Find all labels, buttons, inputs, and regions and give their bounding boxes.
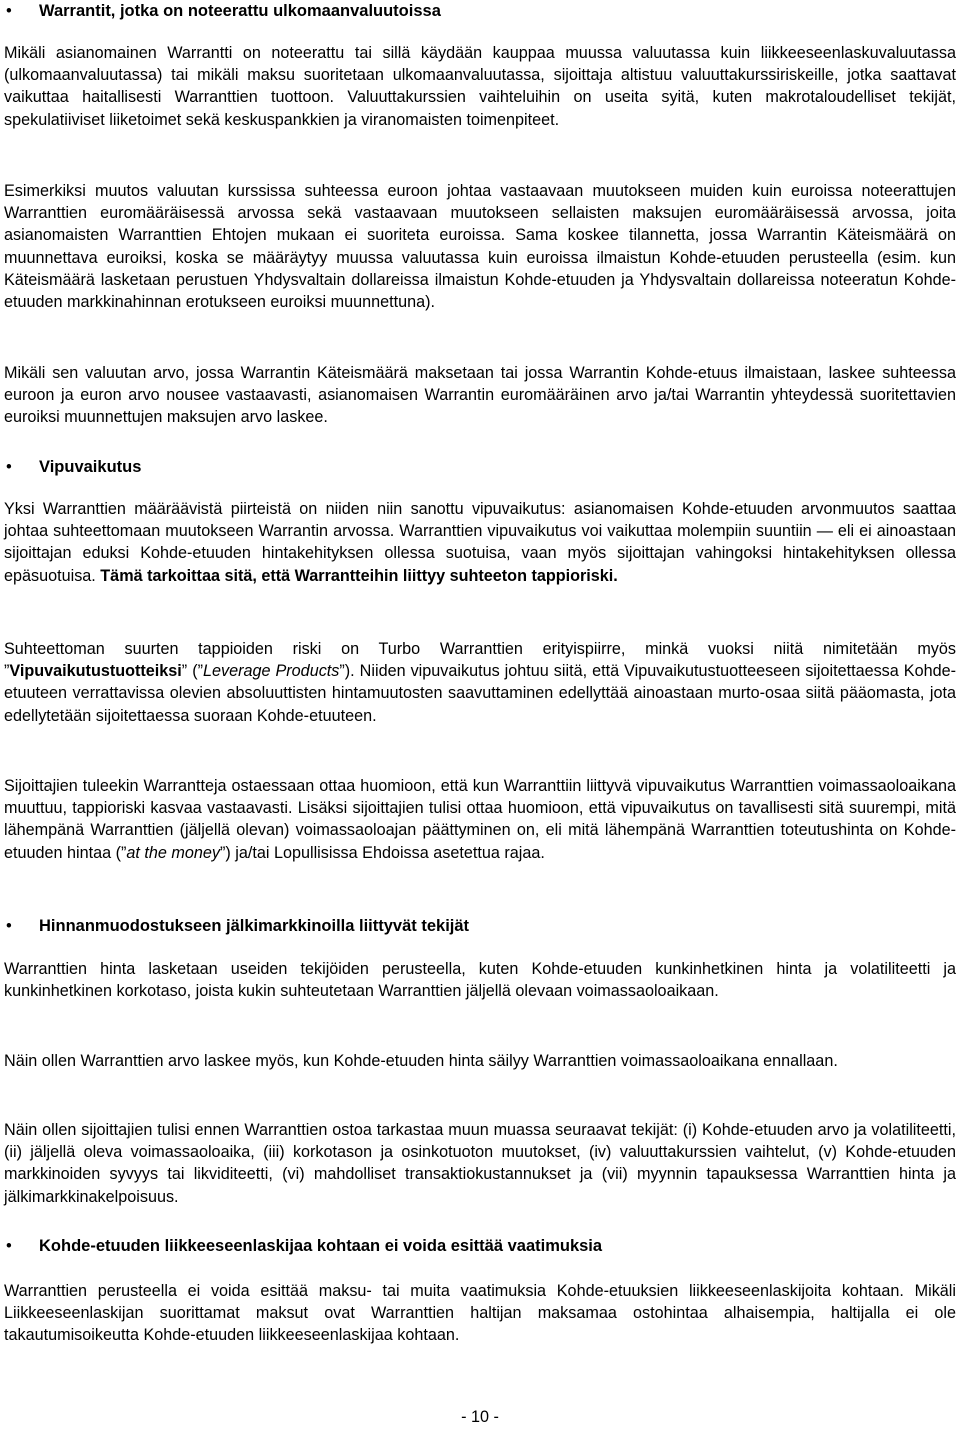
paragraph xyxy=(4,775,956,864)
term-text: Vipuvaikutustuotteiksi xyxy=(9,662,182,681)
section-heading-leverage xyxy=(4,456,956,478)
paragraph-text: ” (” xyxy=(181,662,203,681)
paragraph: Mikäli sen valuutan arvo, jossa Warrantin Käteismäärä maksetaan tai jossa Warrantin Kohde-etuus ilmaistaan, laskee suhteessa euroon ja euron arvo nousee vastaavasti, asianomaisen Warrantin euromääräinen arvo ja/tai Warrantin yhteydessä suoritettavien euroiksi muunnettujen maksujen arvo laskee. xyxy=(4,364,956,427)
paragraph: Näin ollen Warranttien arvo laskee myös, kun Kohde-etuuden hinta säilyy Warranttien voimassaoloaikana ennallaan. xyxy=(4,1052,838,1070)
term-text: at the money xyxy=(126,843,220,862)
bullet-icon: • xyxy=(6,458,12,476)
paragraph-text: Sijoittajien tuleekin Warrantteja ostaessaan ottaa huomioon, että kun Warranttiin liittyvä vipuvaikutus Warranttien voimassaoloaikana muuttuu, tappioriski kasvaa vastaavasti. Lisäksi sijoittajien tulisi ottaa huomioon, että vipuvaikutus on tavallisesti sitä suurempi, mitä lähempänä Warranttien (jäljellä olevan) voimassaoloajan päättyminen on, eli mitä lähempänä Warranttien toteutushinta on Kohde-etuuden hintaa (” xyxy=(4,777,956,862)
heading-text: Hinnanmuodostukseen jälkimarkkinoilla liittyvät tekijät xyxy=(39,917,470,935)
bullet-icon: • xyxy=(6,2,12,20)
paragraph: Warranttien hinta lasketaan useiden tekijöiden perusteella, kuten Kohde-etuuden kunkinhetkinen hinta ja volatiliteetti ja kunkinhetkinen korkotaso, joista kukin suhteutetaan Warranttien jäljellä olevaan voimassaoloaikaan. xyxy=(4,960,956,1001)
bullet-icon: • xyxy=(6,917,12,935)
paragraph-text: ”) ja/tai Lopullisissa Ehdoissa asetettua rajaa. xyxy=(220,843,545,862)
page-number: - 10 - xyxy=(461,1408,499,1426)
section-heading-pricing xyxy=(4,915,956,937)
bullet-icon: • xyxy=(6,1237,12,1255)
paragraph: Mikäli asianomainen Warrantti on noteerattu tai sillä käydään kauppaa muussa valuutassa kuin liikkeeseenlaskuvaluutassa (ulkomaanvaluutassa) tai mikäli maksu suoritetaan ulkomaanvaluutassa, sijoittaja altistuu valuuttakurssiriskeille, jotka saattavat vaikuttaa haitallisesti Warranttien tuottoon. Valuuttakurssien vaihteluihin on useita syitä, kuten makrotaloudelliset tekijät, spekulatiiviset liiketoimet sekä keskuspankkien ja viranomaisten toimenpiteet. xyxy=(4,44,956,129)
emphasis-text: Tämä tarkoittaa sitä, että Warrantteihin liittyy suhteeton tappioriski. xyxy=(100,566,618,585)
heading-text: Vipuvaikutus xyxy=(39,458,142,476)
section-heading-currency xyxy=(4,0,956,22)
paragraph-text: ”). Niiden vipuvaikutus johtuu siitä, että Vipuvaikutustuotteeseen sijoitettaessa Kohde-etuuteen verrattavissa olevien absoluuttisten hintamuutosten saavuttaminen edellyttää ainoastaan murto-osaa siitä pääomasta, jota edellytetään sijoitettaessa suoraan Kohde-etuuteen. xyxy=(4,662,956,725)
term-text: Leverage Products xyxy=(202,662,340,681)
paragraph xyxy=(4,638,956,727)
paragraph-text: Yksi Warranttien määräävistä piirteistä on niiden niin sanottu vipuvaikutus: asianomaisen Kohde-etuuden arvonmuutos saattaa johtaa suhteettomaan muutokseen Warrantin arvossa. Warranttien vipuvaikutus voi vaikuttaa molempiin suuntiin — eli ei ainoastaan sijoittajan eduksi Kohde-etuuden hintakehityksen ollessa suotuisa, vaan myös sijoittajan vahingoksi hintakehityksen ollessa epäsuotuisa. xyxy=(4,500,956,585)
paragraph: Warranttien perusteella ei voida esittää maksu- tai muita vaatimuksia Kohde-etuuksien liikkeeseenlaskijoita kohtaan. Mikäli Liikkeeseenlaskijan suorittamat maksut ovat Warranttien haltijan maksamaa ostohintaa alhaisempia, haltijalla ei ole takautumisoikeutta Kohde-etuuden liikkeeseenlaskijaa kohtaan. xyxy=(4,1282,956,1345)
section-heading-issuer-claims xyxy=(4,1235,956,1257)
paragraph-text: Suhteettoman suurten tappioiden riski on Turbo Warranttien erityispiirre, minkä vuoksi niitä nimitetään myös ” xyxy=(4,640,956,681)
heading-text: Warrantit, jotka on noteerattu ulkomaanvaluutoissa xyxy=(39,2,441,20)
paragraph: Näin ollen sijoittajien tulisi ennen Warranttien ostoa tarkastaa muun muassa seuraavat tekijät: (i) Kohde-etuuden arvo ja volatiliteetti, (ii) jäljellä oleva voimassaoloaika, (iii) korkotason ja osinkotuoton muutokset, (iv) valuuttakurssien vaihtelut, (v) Kohde-etuuden markkinoiden syvyys tai likviditeetti, (vi) mahdolliset transaktiokustannukset ja (vii) myynnin tapauksessa Warranttien hinta ja jälkimarkkinakelpoisuus. xyxy=(4,1121,956,1206)
heading-text: Kohde-etuuden liikkeeseenlaskijaa kohtaan ei voida esittää vaatimuksia xyxy=(39,1237,603,1255)
paragraph: Esimerkiksi muutos valuutan kurssissa suhteessa euroon johtaa vastaavaan muutokseen muiden kuin euroissa noteerattujen Warranttien euromääräisessä arvossa sekä vastaavaan muutokseen sellaisten maksujen euromääräisessä arvossa, joita asianomaisten Warranttien Ehtojen mukaan ei suoriteta euroissa. Sama koskee tilannetta, jossa Warrantin Käteismäärä on muunnettava euroiksi, koska se määräytyy muussa valuutassa kuin euroissa ilmaistun Kohde-etuuden perusteella (esim. kun Käteismäärä lasketaan perustuen Yhdysvaltain dollareissa ilmaistun Kohde-etuuden ja Yhdysvaltain dollareissa noteeratun Kohde-etuuden markkinahinnan erotukseen euroiksi muunnettuna). xyxy=(4,182,956,312)
paragraph xyxy=(4,498,956,587)
